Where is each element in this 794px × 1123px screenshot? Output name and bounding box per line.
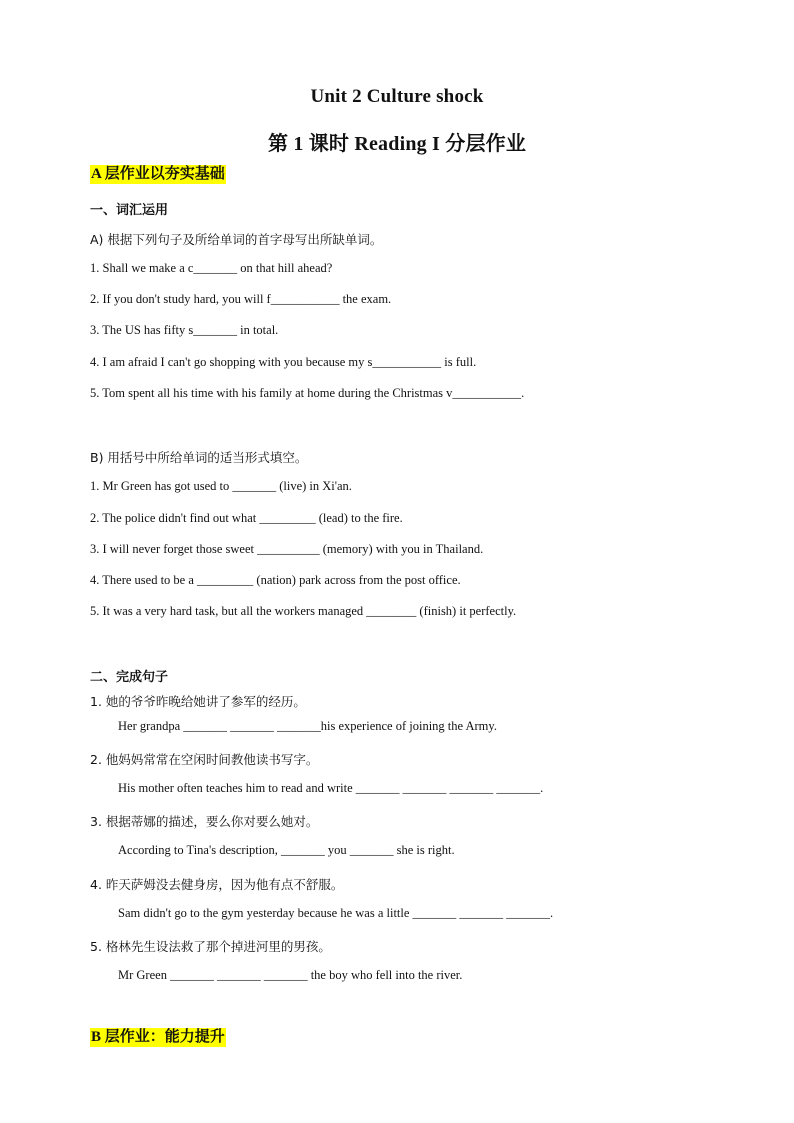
part-a-item-1: 1. Shall we make a c_______ on that hill ahead?	[90, 261, 333, 275]
part-a-instruction: A) 根据下列句子及所给单词的首字母写出所缺单词。	[90, 232, 383, 247]
layer-b-heading: B 层作业：能力提升	[91, 1029, 225, 1045]
sentence-5-english: Mr Green _______ _______ _______ the boy who fell into the river.	[118, 968, 463, 982]
sentence-2-english: His mother often teaches him to read and write _______ _______ _______ _______.	[118, 781, 544, 795]
sentence-1-chinese: 1. 她的爷爷昨晚给她讲了参军的经历。	[90, 694, 306, 709]
part-b-instruction: B) 用括号中所给单词的适当形式填空。	[90, 450, 308, 465]
part-b-item-5: 5. It was a very hard task, but all the workers managed ________ (finish) it perfectly.	[90, 604, 517, 618]
part-a-item-2: 2. If you don't study hard, you will f___________ the exam.	[90, 292, 392, 306]
sentence-1-english: Her grandpa _______ _______ _______his experience of joining the Army.	[118, 719, 497, 733]
sentence-3-english: According to Tina's description, _______ you _______ she is right.	[118, 843, 455, 857]
sentence-4-english: Sam didn't go to the gym yesterday because he was a little _______ _______ _______.	[118, 906, 554, 920]
sentence-4-chinese: 4. 昨天萨姆没去健身房，因为他有点不舒服。	[90, 877, 344, 892]
part-a-item-4: 4. I am afraid I can't go shopping with you because my s___________ is full.	[90, 355, 477, 369]
part-b-item-2: 2. The police didn't find out what _________ (lead) to the fire.	[90, 511, 403, 525]
part-b-item-1: 1. Mr Green has got used to _______ (live) in Xi'an.	[90, 479, 352, 493]
part-b-item-3: 3. I will never forget those sweet __________ (memory) with you in Thailand.	[90, 542, 484, 556]
part-b-item-4: 4. There used to be a _________ (nation) park across from the post office.	[90, 573, 461, 587]
section2-heading: 二、完成句子	[90, 670, 169, 685]
unit-title: Unit 2 Culture shock	[310, 86, 484, 107]
layer-a-heading: A 层作业以夯实基础	[91, 166, 225, 182]
sentence-2-chinese: 2. 他妈妈常常在空闲时间教他读书写字。	[90, 752, 319, 767]
section1-heading: 一、词汇运用	[90, 203, 169, 218]
part-a-item-3: 3. The US has fifty s_______ in total.	[90, 323, 279, 337]
part-a-item-5: 5. Tom spent all his time with his family at home during the Christmas v___________.	[90, 386, 525, 400]
sentence-5-chinese: 5. 格林先生设法救了那个掉进河里的男孩。	[90, 939, 331, 954]
sentence-3-chinese: 3. 根据蒂娜的描述，要么你对要么她对。	[90, 814, 319, 829]
lesson-title: 第 1 课时 Reading I 分层作业	[267, 133, 527, 155]
